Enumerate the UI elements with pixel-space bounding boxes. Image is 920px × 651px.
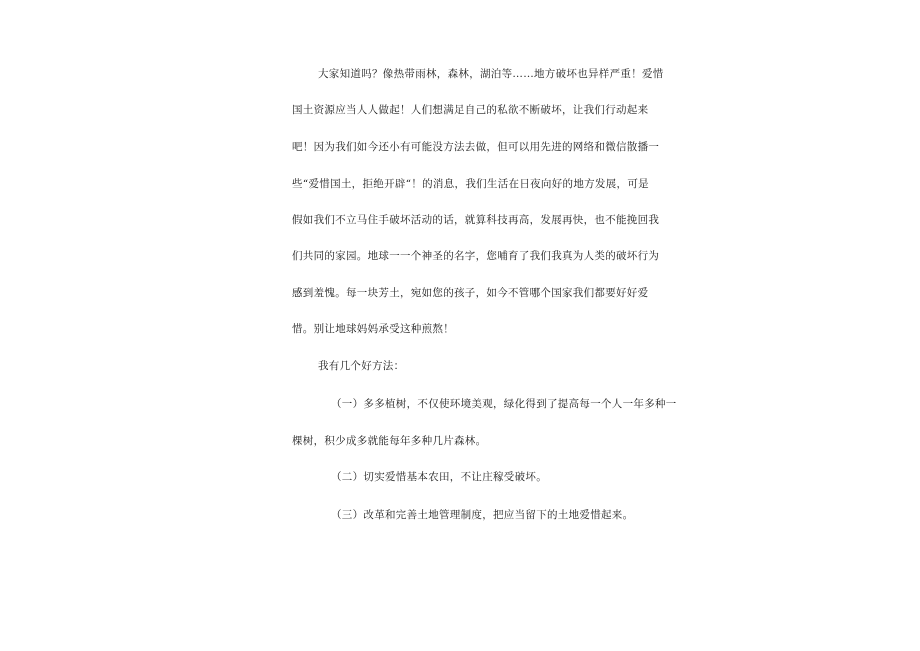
method-item-line: （一）多多植树，不仅使环境美观，绿化得到了提高每一个人一年多种一: [331, 398, 677, 410]
methods-intro: 我有几个好方法：: [318, 360, 405, 372]
paragraph-line: 们共同的家园。地球一一个神圣的名字，您哺育了我们我真为人类的破坏行为: [292, 250, 660, 262]
paragraph-line: 大家知道吗？像热带雨林，森林，湖泊等……地方破坏也异样严重！爱惜: [318, 68, 664, 80]
paragraph-line: 惜。别让地球妈妈承受这种煎熬！: [292, 323, 454, 335]
paragraph-line: 国土资源应当人人做起！人们想满足自己的私欲不断破坏，让我们行动起来: [292, 104, 649, 116]
paragraph-line: 吧！因为我们如今还小有可能没方法去做，但可以用先进的网络和微信散播一: [292, 141, 660, 153]
method-item: （二）切实爱惜基本农田，不让庄稼受破坏。: [331, 471, 547, 483]
paragraph-line: 感到羞愧。每一块芳土，宛如您的孩子，如今不管哪个国家我们都要好好爱: [292, 287, 649, 299]
method-item: （三）改革和完善土地管理制度，把应当留下的土地爱惜起来。: [331, 509, 634, 521]
method-item-line: 棵树，积少成多就能每年多种几片森林。: [292, 435, 487, 447]
paragraph-line: 些“爱惜国土，拒绝开辟“！的消息，我们生活在日夜向好的地方发展，可是: [292, 178, 649, 190]
paragraph-line: 假如我们不立马住手破坏活动的话，就算科技再高，发展再快，也不能挽回我: [292, 214, 660, 226]
